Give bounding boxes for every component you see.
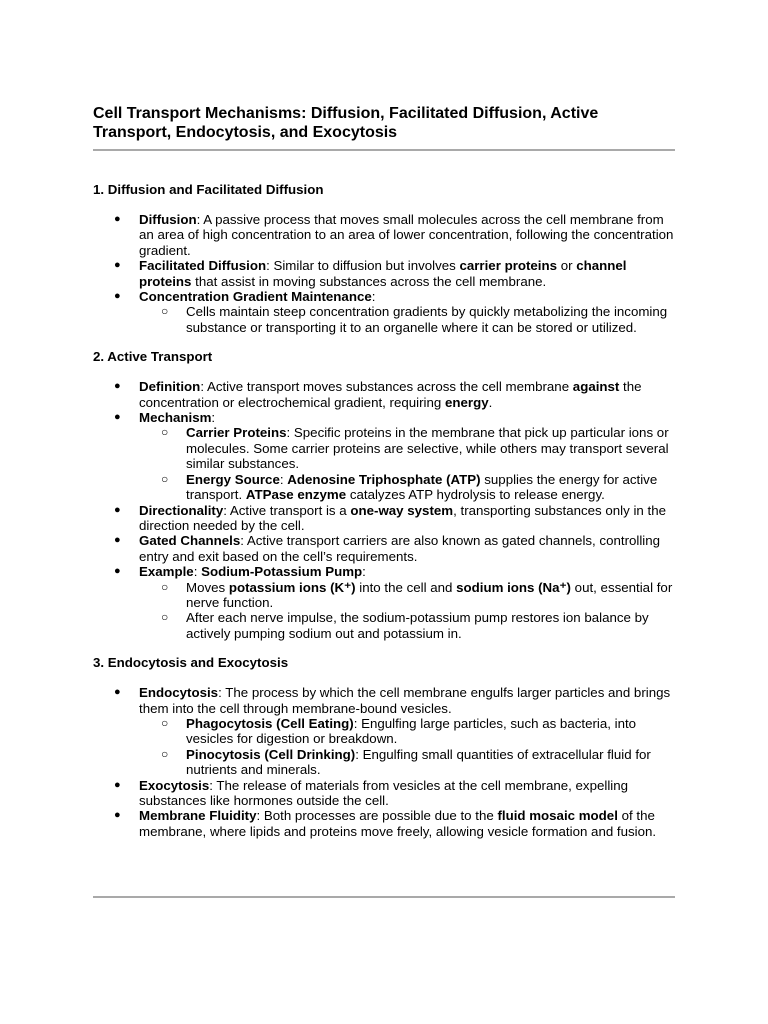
bullet-icon: ● [114, 778, 121, 791]
list-item [93, 258, 675, 289]
bold-term: sodium ions (Na⁺) [456, 579, 571, 595]
text-run: out, essential for nerve function. [186, 579, 673, 610]
sub-bullet-list [139, 425, 675, 502]
sub-bullet-icon: ○ [161, 471, 169, 486]
bold-term: against [572, 379, 620, 395]
text-run: or [557, 258, 577, 274]
list-item [93, 778, 675, 809]
list-item [93, 808, 675, 839]
section-heading: 2. Active Transport [93, 349, 213, 365]
bottom-divider [93, 896, 675, 898]
text-run: that assist in moving substances across the cell membrane. [191, 273, 547, 289]
list-item [93, 533, 675, 564]
text-run: . [488, 394, 493, 410]
list-item [93, 685, 675, 777]
text-run: : [193, 564, 202, 580]
text-run: : Specific proteins in the membrane that pick up particular ions or molecules. Some carrier proteins are selective, while others may transport several similar substances. [186, 425, 669, 472]
sub-bullet-icon: ○ [161, 304, 169, 319]
title-divider [93, 149, 675, 151]
bold-term: Mechanism [139, 410, 212, 426]
list-item [93, 503, 675, 534]
bullet-icon: ● [114, 534, 121, 547]
bold-term: carrier proteins [459, 258, 558, 274]
bullet-icon: ● [114, 686, 121, 699]
text-run: of the membrane, where lipids and proteins move freely, allowing vesicle formation and fusion. [139, 808, 657, 839]
bold-term: Definition [139, 379, 201, 395]
text-run: : [362, 564, 366, 580]
bold-term: Membrane Fluidity [139, 808, 257, 824]
bullet-list [93, 685, 675, 839]
bold-term: Adenosine Triphosphate (ATP) [287, 471, 481, 487]
bullet-icon: ● [114, 213, 121, 225]
bold-term: Phagocytosis (Cell Eating) [186, 715, 354, 731]
bold-term: Directionality [139, 502, 224, 518]
text-run: : Active transport carriers are also known as gated channels, controlling entry and exit based on the cell’s requirements. [139, 533, 661, 564]
text-run: : The release of materials from vesicles at the cell membrane, expelling substances like hormones outside the cell. [139, 777, 629, 808]
text-run: catalyzes ATP hydrolysis to release energy. [346, 487, 605, 503]
sub-list-item [139, 472, 675, 503]
sub-list-item [139, 425, 675, 471]
sub-bullet-icon: ○ [161, 425, 169, 440]
bullet-list [93, 212, 675, 335]
bold-term: Endocytosis [139, 685, 219, 701]
sub-bullet-list [139, 716, 675, 778]
text-run: : The process by which the cell membrane engulfs larger particles and brings them into the cell through membrane-bound vesicles. [139, 685, 671, 716]
sub-bullet-icon: ○ [161, 746, 169, 761]
bullet-icon: ● [114, 290, 121, 303]
sub-list-item [139, 747, 675, 778]
sub-bullet-list [139, 304, 675, 335]
bold-term: Diffusion [139, 212, 197, 227]
bold-term: potassium ions (K⁺) [228, 579, 356, 595]
text-run: : [211, 410, 216, 426]
bold-term: fluid mosaic model [497, 808, 618, 824]
document-page [93, 104, 675, 839]
document-title: Cell Transport Mechanisms: Diffusion, Facilitated Diffusion, Active Transport, Endocytosis, and Exocytosis [93, 105, 599, 141]
bold-term: Pinocytosis (Cell Drinking) [186, 746, 356, 762]
bold-term: channel proteins [139, 258, 627, 289]
sub-bullet-icon: ○ [161, 610, 169, 625]
sub-list-item [139, 610, 675, 641]
text-run: : [371, 289, 376, 305]
bold-term: Energy Source [186, 471, 280, 487]
document-body [93, 182, 675, 839]
sub-list-item [139, 304, 675, 335]
text-run: into the cell and [355, 579, 457, 595]
text-run: : [279, 471, 288, 487]
bold-term: ATPase enzyme [245, 487, 347, 503]
sub-bullet-icon: ○ [161, 715, 169, 730]
text-run: : Engulfing large particles, such as bacteria, into vesicles for digestion or breakdown. [186, 715, 637, 747]
text-run: After each nerve impulse, the sodium-potassium pump restores ion balance by actively pumping sodium out and potassium in. [186, 610, 649, 641]
bold-term: Facilitated Diffusion [139, 258, 267, 274]
text-run: : Active transport moves substances across the cell membrane [200, 379, 573, 395]
list-item [93, 379, 675, 410]
sub-list-item [139, 716, 675, 747]
section-heading: 1. Diffusion and Facilitated Diffusion [93, 182, 324, 197]
bold-term: Concentration Gradient Maintenance [139, 289, 372, 305]
list-item [93, 410, 675, 502]
bullet-icon: ● [114, 259, 121, 272]
bullet-icon: ● [114, 503, 121, 516]
text-run: : A passive process that moves small molecules across the cell membrane from an area of high concentration to an area of lower concentration, following the concentration gradient. [139, 212, 674, 258]
text-run: supplies the energy for active transport. [186, 471, 658, 503]
bold-term: one-way system [350, 502, 454, 518]
bold-term: Sodium-Potassium Pump [201, 564, 363, 580]
bold-term: Example [139, 564, 194, 580]
bullet-icon: ● [114, 380, 121, 393]
text-run: : Both processes are possible due to the [256, 808, 498, 824]
text-run: : Active transport is a [223, 502, 351, 518]
bold-term: energy [445, 394, 489, 410]
text-run: : Similar to diffusion but involves [266, 258, 460, 274]
bold-term: Exocytosis [139, 777, 210, 793]
bullet-icon: ● [114, 411, 121, 424]
bullet-icon: ● [114, 809, 121, 822]
section-heading: 3. Endocytosis and Exocytosis [93, 655, 289, 671]
text-run: Cells maintain steep concentration gradients by quickly metabolizing the incoming substance or transporting it to an organelle where it can be stored or utilized. [186, 304, 668, 335]
sub-bullet-list [139, 580, 675, 642]
sub-list-item [139, 580, 675, 611]
text-run: the concentration or electrochemical gradient, requiring [139, 379, 642, 410]
text-run: , transporting substances only in the direction needed by the cell. [139, 502, 666, 533]
list-item [93, 564, 675, 641]
bullet-icon: ● [114, 565, 121, 578]
bold-term: Gated Channels [139, 533, 241, 549]
text-run: Moves [186, 579, 229, 595]
bullet-list [93, 379, 675, 641]
sub-bullet-icon: ○ [161, 579, 169, 594]
list-item [93, 289, 675, 335]
text-run: : Engulfing small quantities of extracellular fluid for nutrients and minerals. [186, 746, 651, 778]
bold-term: Carrier Proteins [186, 425, 287, 441]
list-item [93, 212, 675, 258]
